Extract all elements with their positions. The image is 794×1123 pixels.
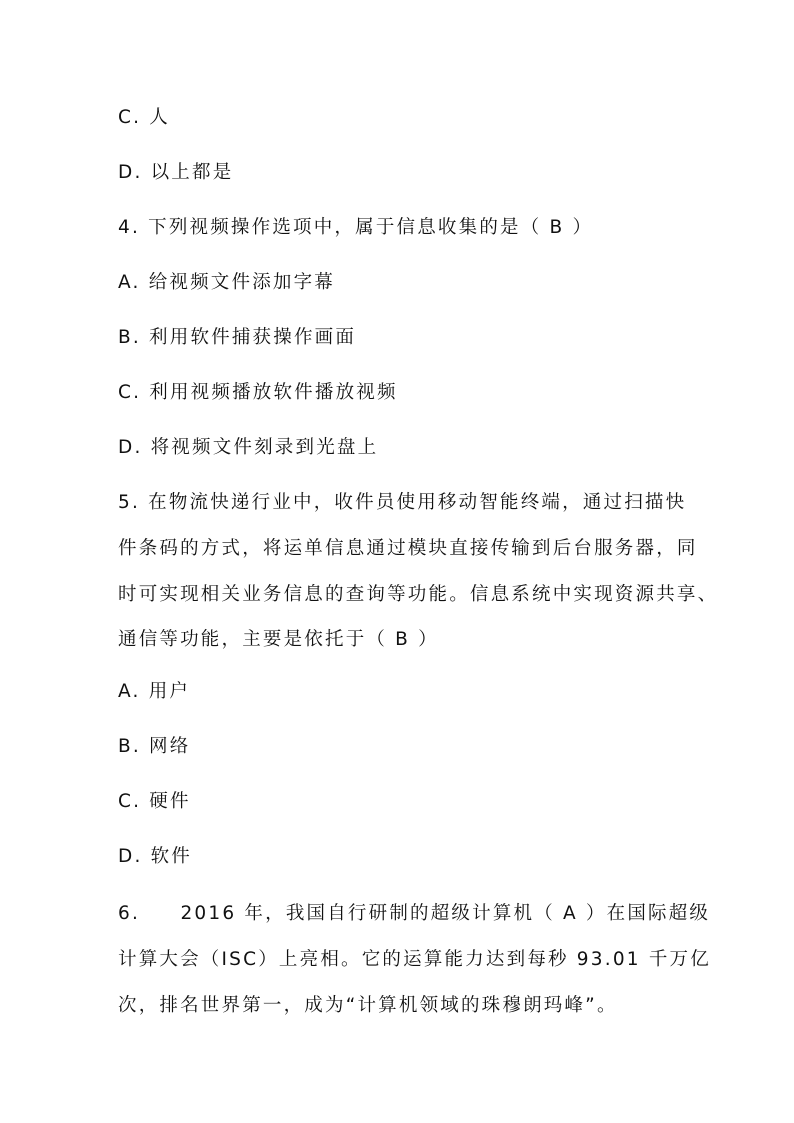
q6-stem-line-2: 计算大会（ISC）上亮相。它的运算能力达到每秒 93.01 千万亿 [118, 949, 711, 970]
q4-option-c: C. 利用视频播放软件播放视频 [118, 382, 398, 403]
q4-option-d: D. 将视频文件刻录到光盘上 [118, 437, 379, 458]
q5-stem-line-2: 件条码的方式，将运单信息通过模块直接传输到后台服务器，同 [118, 538, 698, 559]
q5-option-b: B. 网络 [118, 736, 191, 757]
q5-option-d: D. 软件 [118, 846, 193, 867]
q5-stem-line-4: 通信等功能，主要是依托于（ B ） [118, 629, 439, 650]
q4-option-b: B. 利用软件捕获操作画面 [118, 327, 357, 348]
q5-option-c: C. 硬件 [118, 791, 191, 812]
q4-option-a: A. 给视频文件添加字幕 [118, 272, 335, 293]
q4-stem: 4. 下列视频操作选项中，属于信息收集的是（ B ） [118, 217, 594, 238]
q6-stem-line-1: 6. 2016 年，我国自行研制的超级计算机（ A ）在国际超级 [118, 903, 711, 924]
q3-option-c: C. 人 [118, 107, 170, 128]
q3-option-d: D. 以上都是 [118, 162, 234, 183]
q5-option-a: A. 用户 [118, 681, 191, 702]
q5-stem-line-1: 5. 在物流快递行业中，收件员使用移动智能终端，通过扫描快 [118, 492, 687, 513]
q6-stem-line-3: 次，排名世界第一，成为“计算机领域的珠穆朗玛峰”。 [118, 995, 618, 1016]
q5-stem-line-3: 时可实现相关业务信息的查询等功能。信息系统中实现资源共享、 [118, 584, 719, 605]
